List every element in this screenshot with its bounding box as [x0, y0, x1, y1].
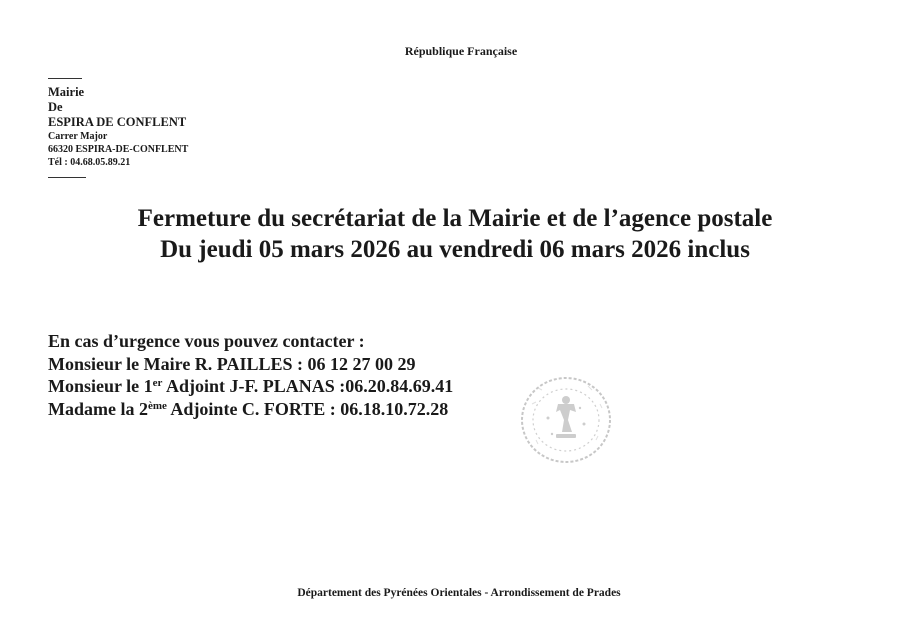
adjoint-2-ordinal: ème	[147, 399, 167, 412]
adjoint-1-details: Adjoint J-F. PLANAS :06.20.84.69.41	[162, 376, 454, 396]
adjoint-2-prefix: Madame la 2	[48, 398, 148, 419]
phone-number: Tél : 04.68.05.89.21	[48, 157, 131, 168]
commune-name: ESPIRA DE CONFLENT	[48, 115, 187, 129]
department-footer: Département des Pyrénées Orientales - Arrondissement de Prades	[297, 587, 621, 599]
contact-adjoint-1	[48, 375, 453, 398]
postal-address: 66320 ESPIRA-DE-CONFLENT	[48, 144, 189, 155]
letterhead-top-rule	[48, 78, 82, 79]
republique-francaise-header: République Française	[404, 44, 518, 58]
contact-maire: Monsieur le Maire R. PAILLES : 06 12 27 00 29	[48, 353, 416, 374]
letterhead-bottom-rule	[48, 177, 86, 178]
mairie-letterhead	[48, 78, 288, 178]
title-line-1: Fermeture du secrétariat de la Mairie et de l’agence postale	[137, 205, 773, 232]
contacts-intro: En cas d’urgence vous pouvez contacter :	[48, 331, 365, 351]
de-line: De	[48, 100, 63, 114]
closure-notice-title	[0, 203, 900, 265]
adjoint-1-ordinal: er	[152, 377, 163, 389]
title-line-2: Du jeudi 05 mars 2026 au vendredi 06 mars 2026 inclus	[160, 236, 750, 263]
emergency-contacts	[48, 330, 453, 420]
mairie-seal-stamp	[518, 374, 614, 466]
contact-adjoint-2	[48, 398, 453, 421]
mairie-line: Mairie	[48, 85, 85, 99]
adjoint-2-details: Adjointe C. FORTE : 06.18.10.72.28	[166, 398, 449, 419]
adjoint-1-prefix: Monsieur le 1	[48, 376, 153, 396]
street-address: Carrer Major	[48, 131, 108, 142]
